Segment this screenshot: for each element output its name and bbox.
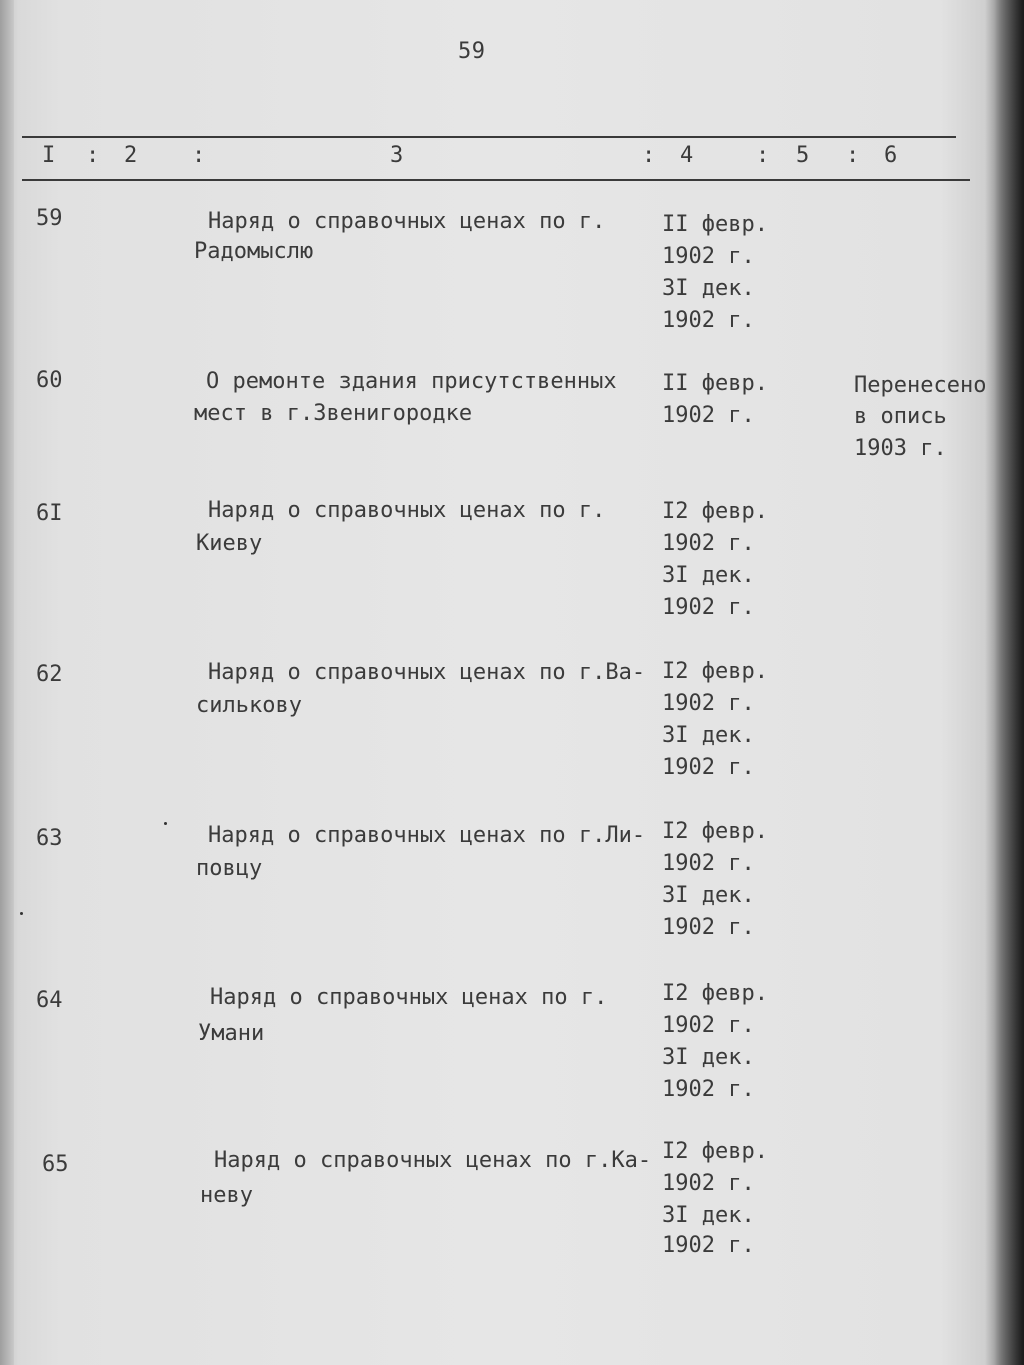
row-note: Перенесено [854, 373, 987, 398]
row-number: 63 [36, 826, 63, 851]
header-separator: : [756, 143, 770, 168]
header-col-5: 5 [796, 143, 810, 168]
row-date: 1902 г. [662, 308, 755, 333]
row-description: Наряд о справочных ценах по г. [208, 209, 606, 234]
row-date: 3I дек. [662, 1203, 755, 1228]
row-date: 1902 г. [662, 915, 755, 940]
row-description: Радомыслю [194, 239, 314, 264]
row-description: повцу [196, 856, 263, 881]
row-description: Умани [198, 1021, 265, 1046]
row-number: 64 [36, 988, 63, 1013]
ink-speck [164, 822, 167, 825]
row-number: 65 [42, 1152, 69, 1177]
row-date: 3I дек. [662, 723, 755, 748]
row-date: 1902 г. [662, 244, 755, 269]
row-date: 1902 г. [662, 531, 755, 556]
row-date: 1902 г. [662, 403, 755, 428]
header-separator: : [86, 143, 100, 168]
row-date: I2 февр. [662, 499, 768, 524]
header-col-3: 3 [390, 143, 404, 168]
header-rule-top [22, 136, 956, 138]
row-date: 1902 г. [662, 1013, 755, 1038]
row-description: Наряд о справочных ценах по г. [208, 498, 606, 523]
row-number: 62 [36, 662, 63, 687]
row-number: 60 [36, 368, 63, 393]
row-description: неву [200, 1183, 253, 1208]
row-description: Наряд о справочных ценах по г.Ка- [214, 1148, 652, 1173]
row-description: силькову [196, 693, 302, 718]
row-description: Наряд о справочных ценах по г. [210, 985, 608, 1010]
row-date: 1902 г. [662, 1233, 755, 1258]
header-separator: : [192, 143, 206, 168]
row-date: 1902 г. [662, 1077, 755, 1102]
header-rule-bottom [22, 179, 970, 181]
row-number: 6I [36, 501, 63, 526]
row-date: II февр. [662, 371, 768, 396]
page-right-shadow [994, 0, 1024, 1365]
row-note: в опись [854, 404, 947, 429]
row-date: 3I дек. [662, 1045, 755, 1070]
header-separator: : [642, 143, 656, 168]
row-date: 3I дек. [662, 883, 755, 908]
row-date: I2 февр. [662, 1139, 768, 1164]
row-date: 1902 г. [662, 691, 755, 716]
page-left-edge [0, 0, 14, 1365]
row-note: 1903 г. [854, 436, 947, 461]
row-date: 1902 г. [662, 595, 755, 620]
row-date: I2 февр. [662, 819, 768, 844]
row-date: II февр. [662, 212, 768, 237]
row-date: 1902 г. [662, 755, 755, 780]
row-number: 59 [36, 206, 63, 231]
row-date: 3I дек. [662, 563, 755, 588]
row-date: 1902 г. [662, 1171, 755, 1196]
header-separator: : [846, 143, 860, 168]
ink-speck [20, 912, 23, 915]
header-col-1: I [42, 143, 56, 168]
header-col-6: 6 [884, 143, 898, 168]
row-description: О ремонте здания присутственных [206, 369, 617, 394]
row-description: Наряд о справочных ценах по г.Ва- [208, 660, 646, 685]
row-description: Киеву [196, 531, 263, 556]
row-description: Наряд о справочных ценах по г.Ли- [208, 823, 646, 848]
row-date: 1902 г. [662, 851, 755, 876]
row-description: мест в г.Звенигородке [194, 401, 473, 426]
page-number: 59 [458, 39, 486, 64]
row-date: I2 февр. [662, 981, 768, 1006]
header-col-2: 2 [124, 143, 138, 168]
header-col-4: 4 [680, 143, 694, 168]
row-date: I2 февр. [662, 659, 768, 684]
row-date: 3I дек. [662, 276, 755, 301]
